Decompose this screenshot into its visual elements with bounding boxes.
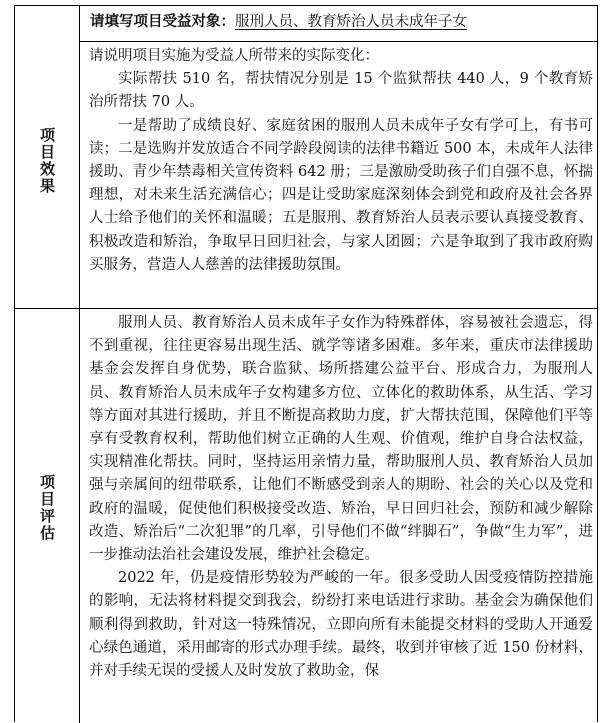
project-evaluation-text xyxy=(89,312,593,683)
effect-paragraph-1: 实际帮扶 510 名，帮扶情况分别是 15 个监狱帮扶 440 人，9 个教育矫治所帮扶 70 人。 xyxy=(89,71,593,111)
effect-paragraph-2: 一是帮助了成绩良好、家庭贫困的服刑人员未成年子女有学可上，有书可读；二是选购并发放适合不同学龄段阅读的法律书籍近 500 本，未成年人法律援助、青少年禁毒相关宣传资料 642 册；三是激励受助孩子们自强不息，怀揣理想，对未来生活充满信心；四是让受助家庭深刻体会到党和政府及社会各界人士给予他们的关怀和温暖；五是服刑、教育矫治人员表示要认真接受教育、积极改造和矫治，争取早日回归社会，与家人团圆；六是争取到了我市政府购买服务，营造人人慈善的法律援助氛围。 xyxy=(89,117,593,273)
project-effect-label: 项目效果 xyxy=(39,126,55,195)
evaluation-paragraph-2: 2022 年，仍是疫情形势较为严峻的一年。很多受助人因受疫情防控措施的影响，无法将材料提交到我会，纷纷打来电话进行求助。基金会为确保他们顺利得到救助，针对这一特殊情况，立即向所有未能提交材料的受助人开通爱心绿色通道，采用邮寄的形式办理手续。最终，收到并审核了近 150 份材料，并对手续无误的受援人及时发放了救助金，保 xyxy=(89,570,593,680)
project-evaluation-row xyxy=(15,309,597,723)
project-effect-row xyxy=(15,6,597,309)
evaluation-paragraph-1: 服刑人员、教育矫治人员未成年子女作为特殊群体，容易被社会遗忘，得不到重视，往往更容易出现生活、就学等诸多困难。多年来，重庆市法律援助基金会发挥自身优势，联合监狱、场所搭建公益平台、形成合力，为服刑人员、教育矫治人员未成年子女构建多方位、立体化的救助体系，从生活、学习等方面对其进行援助，并且不断提高救助力度，扩大帮扶范围，保障他们平等享有受教育权利，帮助他们树立正确的人生观、价值观，维护自身合法权益，实现精准化帮扶。同时，坚持运用亲情力量，帮助服刑人员、教育矫治人员加强与亲属间的纽带联系，让他们不断感受到亲人的期盼、社会的关心以及党和政府的温暖，促使他们积极接受改造、矫治，早日回归社会，预防和减少解除改造、矫治后“二次犯罪”的几率，引导他们不做“绊脚石”，争做“生力军”，进一步推动法治社会建设发展，维护社会稳定。 xyxy=(89,315,593,564)
project-effect-content-cell xyxy=(80,6,597,308)
project-effect-label-cell xyxy=(15,6,80,308)
project-table xyxy=(14,5,598,722)
effect-intro: 请说明项目实施为受益人所带来的实际变化： xyxy=(89,48,379,64)
project-evaluation-label: 项目评估 xyxy=(39,473,55,542)
project-evaluation-label-cell xyxy=(15,309,80,723)
beneficiary-heading xyxy=(80,6,597,42)
beneficiary-heading-label: 请填写项目受益对象： xyxy=(90,13,235,30)
project-effect-text xyxy=(89,45,593,277)
beneficiary-heading-value: 服刑人员、教育矫治人员未成年子女 xyxy=(235,14,467,30)
project-evaluation-content-cell xyxy=(80,309,597,723)
